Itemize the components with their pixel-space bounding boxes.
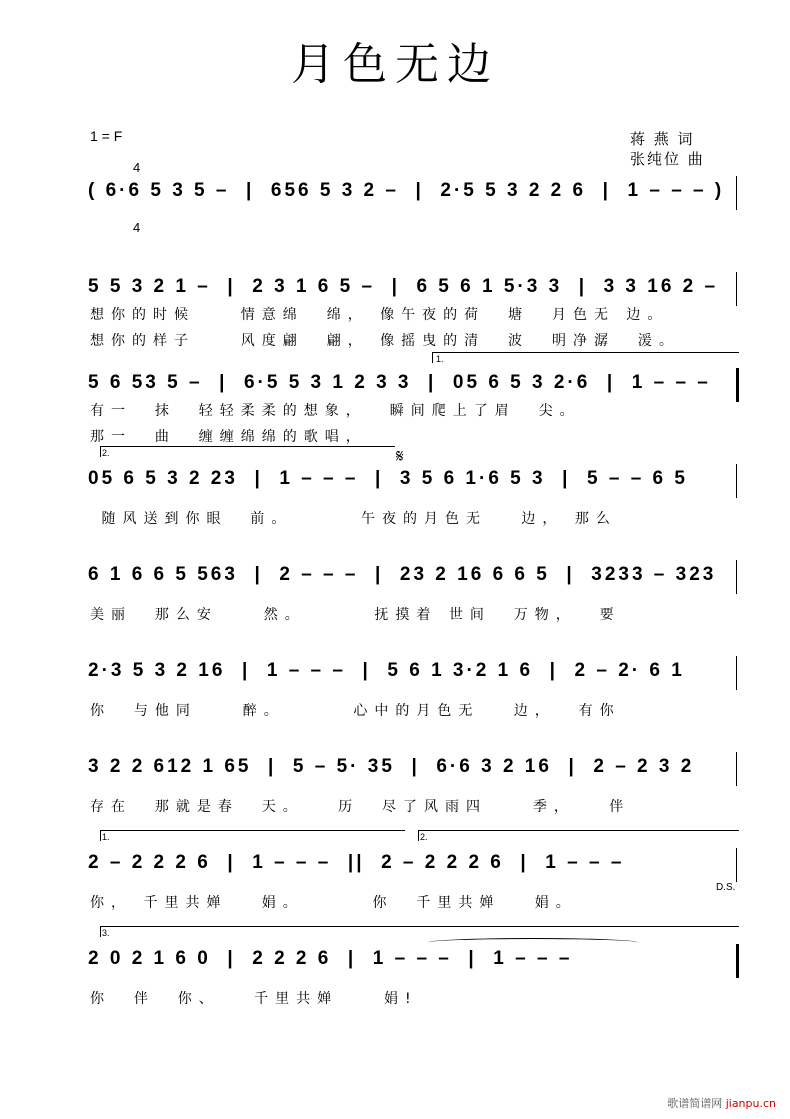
segno-icon: 𝄋 [396,446,404,467]
lyric-line: 存在 那就是春 天。 历 尽了风雨四 季， 伴 [90,799,631,815]
volta-label: 1. [102,832,110,842]
notes-row: 5 5 3 2 1 – | 2 3 1 6 5 – | 6 5 6 1 5·3 3 | 3 3 16 2 – [88,276,719,297]
barline-end [736,464,737,498]
watermark [667,1095,776,1111]
watermark-site: 歌谱简谱网 [667,1097,723,1110]
lyric-line: 你 伴 你、 千里共婵 娟! [90,991,418,1007]
barline-end [736,176,737,210]
lyric-line-verse-2: 想你的样子 风度翩 翩， 像摇曳的清 波 明净潺 湲。 [90,333,680,349]
barline-repeat [736,368,739,402]
notes-row: 6 1 6 6 5 563 | 2 – – – | 23 2 16 6 6 5 | 3233 – 323 [88,564,717,585]
volta-bracket-1 [100,830,405,841]
volta-label: 2. [420,832,428,842]
watermark-url: jianpu.cn [725,1097,776,1110]
notes-row: 2 0 2 1 6 0 | 2 2 2 6 | 1 – – – | 1 – – – [88,948,573,969]
page-title: 月色无边 [291,39,499,90]
lyric-line-verse-2: 那一 曲 缠缠绵绵的歌唱， [90,429,367,445]
score-row [88,468,743,500]
score-row [88,564,743,596]
volta-bracket-2 [418,830,739,841]
notes-row: 2 – 2 2 2 6 | 1 – – – || 2 – 2 2 2 6 | 1 – – – [88,852,625,873]
lyric-line-verse-1: 想你的时候 情意绵 绵， 像午夜的荷 塘 月色无 边。 [90,307,669,323]
volta-bracket-2 [100,446,395,457]
lyricist-credit: 蒋 燕 词 [630,130,695,148]
lyric-line-verse-1: 有一 抹 轻轻柔柔的想象， 瞬间爬上了眉 尖。 [90,403,581,419]
notes-row: 2·3 5 3 2 16 | 1 – – – | 5 6 1 3·2 1 6 | 2 – 2· 6 1 [88,660,685,681]
volta-label: 1. [436,354,444,364]
barline-end [736,560,737,594]
lyric-line: 随风送到你眼 前。 午夜的月色无 边， 那么 [90,511,617,527]
score-row [88,756,743,788]
barline-final [736,944,739,978]
notes-row: ( 6·6 5 3 5 – | 656 5 3 2 – | 2·5 5 3 2 2 6 | 1 – – – ) [88,180,725,201]
composer-credit: 张纯位 曲 [630,150,705,168]
notes-row: 5 6 53 5 – | 6·5 5 3 1 2 3 3 | 05 6 5 3 2·6 | 1 – – – [88,372,711,393]
volta-bracket-1 [432,352,739,363]
dal-segno-mark: D.S. [716,882,736,893]
lyric-line: 你 与他同 醉。 心中的月色无 边， 有你 [90,703,621,719]
lyric-line: 美丽 那么安 然。 抚摸着 世间 万物， 要 [90,607,621,623]
score-row [88,852,743,884]
notes-row: 05 6 5 3 2 23 | 1 – – – | 3 5 6 1·6 5 3 | 5 – – 6 5 [88,468,688,489]
time-signature-top: 4 [133,160,141,175]
time-signature-bottom: 4 [133,220,141,235]
volta-label: 2. [102,448,110,458]
score-row [88,948,743,980]
barline-end [736,848,737,882]
barline-end [736,272,737,306]
score-row [88,660,743,692]
key-signature: 1 = F [90,128,123,144]
notes-row: 3 2 2 612 1 65 | 5 – 5· 35 | 6·6 3 2 16 | 2 – 2 3 2 [88,756,695,777]
volta-label: 3. [102,928,110,938]
tie-arc [428,938,638,947]
score-row-intro [88,180,743,212]
lyric-line: 你， 千里共婵 娟。 你 千里共婵 娟。 [90,895,577,911]
barline-end [736,752,737,786]
barline-end [736,656,737,690]
volta-bracket-3 [100,926,739,937]
